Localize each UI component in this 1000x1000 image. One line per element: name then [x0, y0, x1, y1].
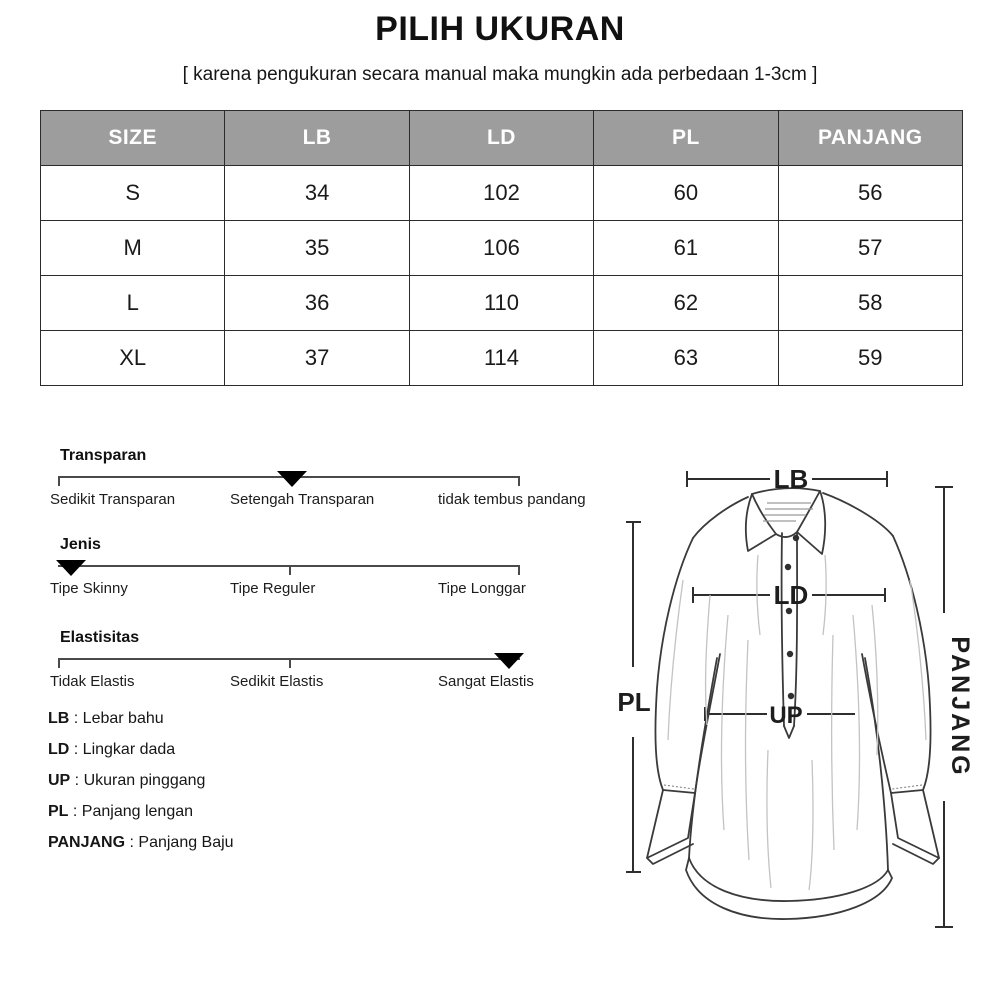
triangle-marker-icon — [494, 653, 524, 669]
measurement-lines — [626, 471, 953, 927]
scale-label: Sedikit Elastis — [230, 673, 324, 690]
legend-abbr: LB — [48, 710, 70, 727]
diagram-label-up: UP — [769, 702, 803, 729]
diagram-label-ld: LD — [773, 580, 809, 610]
column-header-panjang: PANJANG — [778, 111, 962, 166]
diagram-label-lb: LB — [773, 464, 809, 494]
scale-heading: Jenis — [60, 536, 101, 553]
table-row-l — [41, 276, 963, 331]
cell-panjang: 57 — [778, 221, 962, 276]
page-subtitle: [ karena pengukuran secara manual maka mungkin ada perbedaan 1-3cm ] — [182, 64, 818, 85]
cell-pl: 62 — [594, 276, 778, 331]
legend-abbr: PANJANG — [48, 834, 126, 851]
legend-abbr: PL — [48, 803, 69, 820]
cell-size: M — [41, 221, 225, 276]
legend-item-lb — [48, 710, 234, 728]
scale-label: Sedikit Transparan — [50, 491, 176, 508]
triangle-marker-icon — [56, 560, 86, 576]
triangle-marker-icon — [277, 471, 307, 487]
table-row-m — [41, 221, 963, 276]
legend-item-pl — [48, 803, 234, 821]
size-table — [40, 110, 963, 386]
legend-desc: Lingkar dada — [82, 741, 176, 758]
table-header-row — [41, 111, 963, 166]
diagram-label-pl: PL — [617, 687, 651, 717]
scale-label: tidak tembus pandang — [438, 491, 586, 508]
legend-desc: Ukuran pinggang — [83, 772, 206, 789]
cell-pl: 61 — [594, 221, 778, 276]
cell-pl: 63 — [594, 331, 778, 386]
cell-ld: 110 — [409, 276, 593, 331]
diagram-label-panjang: PANJANG — [946, 636, 974, 778]
column-header-size: SIZE — [41, 111, 225, 166]
legend-desc: Panjang lengan — [81, 803, 194, 820]
cell-size: L — [41, 276, 225, 331]
scale-end-tick — [518, 566, 520, 575]
cell-pl: 60 — [594, 166, 778, 221]
cell-lb: 34 — [225, 166, 409, 221]
scale-end-tick — [518, 477, 520, 486]
legend-separator: : — [69, 741, 83, 758]
cell-ld: 114 — [409, 331, 593, 386]
shirt-diagram — [600, 430, 1000, 970]
scale-mid-tick — [289, 659, 291, 668]
scale-end-tick — [58, 477, 60, 486]
scale-elastisitas — [50, 629, 620, 711]
scale-jenis — [50, 536, 620, 618]
cell-panjang: 58 — [778, 276, 962, 331]
cell-ld: 106 — [409, 221, 593, 276]
table-row-xl — [41, 331, 963, 386]
scale-transparan — [50, 447, 620, 529]
cell-lb: 37 — [225, 331, 409, 386]
column-header-lb: LB — [225, 111, 409, 166]
scale-end-tick — [58, 659, 60, 668]
scale-mid-tick — [289, 566, 291, 575]
legend-desc: Lebar bahu — [82, 710, 164, 727]
column-header-pl: PL — [594, 111, 778, 166]
page-title: PILIH UKURAN — [375, 10, 625, 48]
legend-abbr: LD — [48, 741, 70, 758]
legend-separator: : — [69, 710, 83, 727]
legend-separator: : — [68, 803, 82, 820]
legend-separator: : — [125, 834, 139, 851]
table-row-s — [41, 166, 963, 221]
legend-abbr: UP — [48, 772, 71, 789]
cell-size: S — [41, 166, 225, 221]
legend-item-panjang — [48, 834, 234, 852]
measurement-legend — [48, 710, 234, 865]
scale-label: Tidak Elastis — [50, 673, 135, 690]
legend-separator: : — [70, 772, 84, 789]
legend-item-ld — [48, 741, 234, 759]
cell-lb: 36 — [225, 276, 409, 331]
scale-label: Sangat Elastis — [438, 673, 534, 690]
scale-label: Tipe Longgar — [438, 580, 526, 597]
cell-size: XL — [41, 331, 225, 386]
column-header-ld: LD — [409, 111, 593, 166]
cell-lb: 35 — [225, 221, 409, 276]
scale-heading: Elastisitas — [60, 629, 140, 646]
legend-desc: Panjang Baju — [138, 834, 234, 851]
scale-label: Tipe Skinny — [50, 580, 128, 597]
scale-label: Setengah Transparan — [230, 491, 375, 508]
scale-label: Tipe Reguler — [230, 580, 316, 597]
legend-item-up — [48, 772, 234, 790]
cell-panjang: 59 — [778, 331, 962, 386]
cell-panjang: 56 — [778, 166, 962, 221]
scale-heading: Transparan — [60, 447, 147, 464]
cell-ld: 102 — [409, 166, 593, 221]
